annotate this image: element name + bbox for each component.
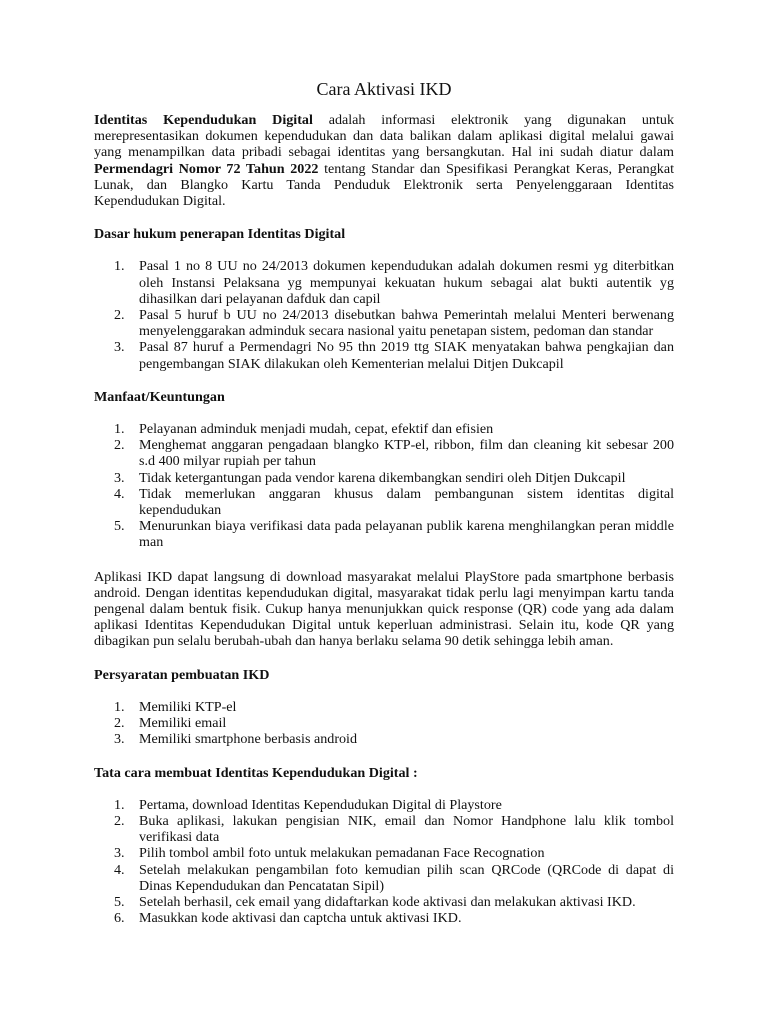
dasar-hukum-heading: Dasar hukum penerapan Identitas Digital [94,226,346,243]
intro-text-1: adalah informasi elektronik yang digunakan untuk merepresentasikan dokumen kependudukan dan data balikan dalam aplikasi digital melalui gawai yang menampilkan data pribadi sebagai identitas yang bersangkutan. Hal ini sudah diatur dalam [94,112,674,161]
manfaat-list [94,421,674,551]
page-title: Cara Aktivasi IKD [316,79,452,99]
list-item: 1. Pelayanan adminduk menjadi mudah, cepat, efektif dan efisien [114,421,494,438]
list-item: 5. Setelah berhasil, cek email yang didaftarkan kode aktivasi dan melakukan aktivasi IKD. [114,893,636,910]
list-item: 1. Memiliki KTP-el [114,698,237,715]
manfaat-heading: Manfaat/Keuntungan [94,388,225,405]
list-item: 2. Buka aplikasi, lakukan pengisian NIK, email dan Nomor Handphone lalu klik tombol verifikasi data [114,812,674,846]
intro-term: Identitas Kependudukan Digital [94,112,313,128]
list-item: 1. Pertama, download Identitas Kependudukan Digital di Playstore [114,796,502,813]
list-item: 5. Menurunkan biaya verifikasi data pada pelayanan publik karena menghilangkan peran middle man [114,518,674,551]
intro-paragraph [94,112,674,209]
list-item: 2. Pasal 5 huruf b UU no 24/2013 disebutkan bahwa Pemerintah melalui Menteri berwenang menyelenggarakan adminduk secara nasional yaitu penetapan sistem, pedoman dan standar [114,307,674,340]
list-item: 6. Masukkan kode aktivasi dan captcha untuk aktivasi IKD. [114,910,462,927]
aplikasi-paragraph: Aplikasi IKD dapat langsung di download masyarakat melalui PlayStore pada smartphone berbasis android. Dengan identitas kependudukan digital, masyarakat tidak perlu lagi menyimpan kartu tanda pengenal dalam bentuk fisik. Cukup hanya menunjukkan quick response (QR) code yang ada dalam aplikasi Identitas Kependudukan Digital untuk keperluan administrasi. Selain itu, kode QR yang dibagikan pun selalu berubah-ubah dan hanya berlaku selama 90 detik sehingga lebih aman. [94,568,674,650]
intro-regulation: Permendagri Nomor 72 Tahun 2022 [94,160,319,177]
intro-text-2: tentang Standar dan Spesifikasi Perangkat Keras, Perangkat Lunak, dan Blangko Kartu Tanda Penduduk Elektronik serta Penyelenggaraan Identitas Kependudukan Digital. [94,160,674,210]
tata-cara-heading: Tata cara membuat Identitas Kependudukan Digital : [94,764,418,781]
tata-cara-list [94,797,674,927]
list-item: 3. Pilih tombol ambil foto untuk melakukan pemadanan Face Recognation [114,845,545,862]
persyaratan-heading: Persyaratan pembuatan IKD [94,666,270,683]
list-item: 2. Memiliki email [114,715,227,732]
list-item: 4. Tidak memerlukan anggaran khusus dalam pembangunan sistem identitas digital kependudukan [114,485,674,519]
list-item: 3. Pasal 87 huruf a Permendagri No 95 thn 2019 ttg SIAK menyatakan bahwa pengkajian dan pengembangan SIAK dilakukan oleh Kementerian melalui Ditjen Dukcapil [114,339,674,372]
list-item: 3. Memiliki smartphone berbasis android [114,731,358,748]
persyaratan-list [94,699,674,748]
list-item: 1. Pasal 1 no 8 UU no 24/2013 dokumen kependudukan adalah dokumen resmi yg diterbitkan oleh Instansi Pelaksana yg mempunyai kekuatan hukum sebagai alat bukti autentik yg dihasilkan dari pelayanan dafduk dan capil [114,258,674,307]
dasar-hukum-list [94,258,674,371]
list-item: 4. Setelah melakukan pengambilan foto kemudian pilih scan QRCode (QRCode di dapat di Dinas Kependudukan dan Pencatatan Sipil) [114,861,674,894]
list-item: 2. Menghemat anggaran pengadaan blangko KTP-el, ribbon, film dan cleaning kit sebesar 200 s.d 400 milyar rupiah per tahun [114,437,674,470]
list-item: 3. Tidak ketergantungan pada vendor karena dikembangkan sendiri oleh Ditjen Dukcapil [114,469,626,486]
